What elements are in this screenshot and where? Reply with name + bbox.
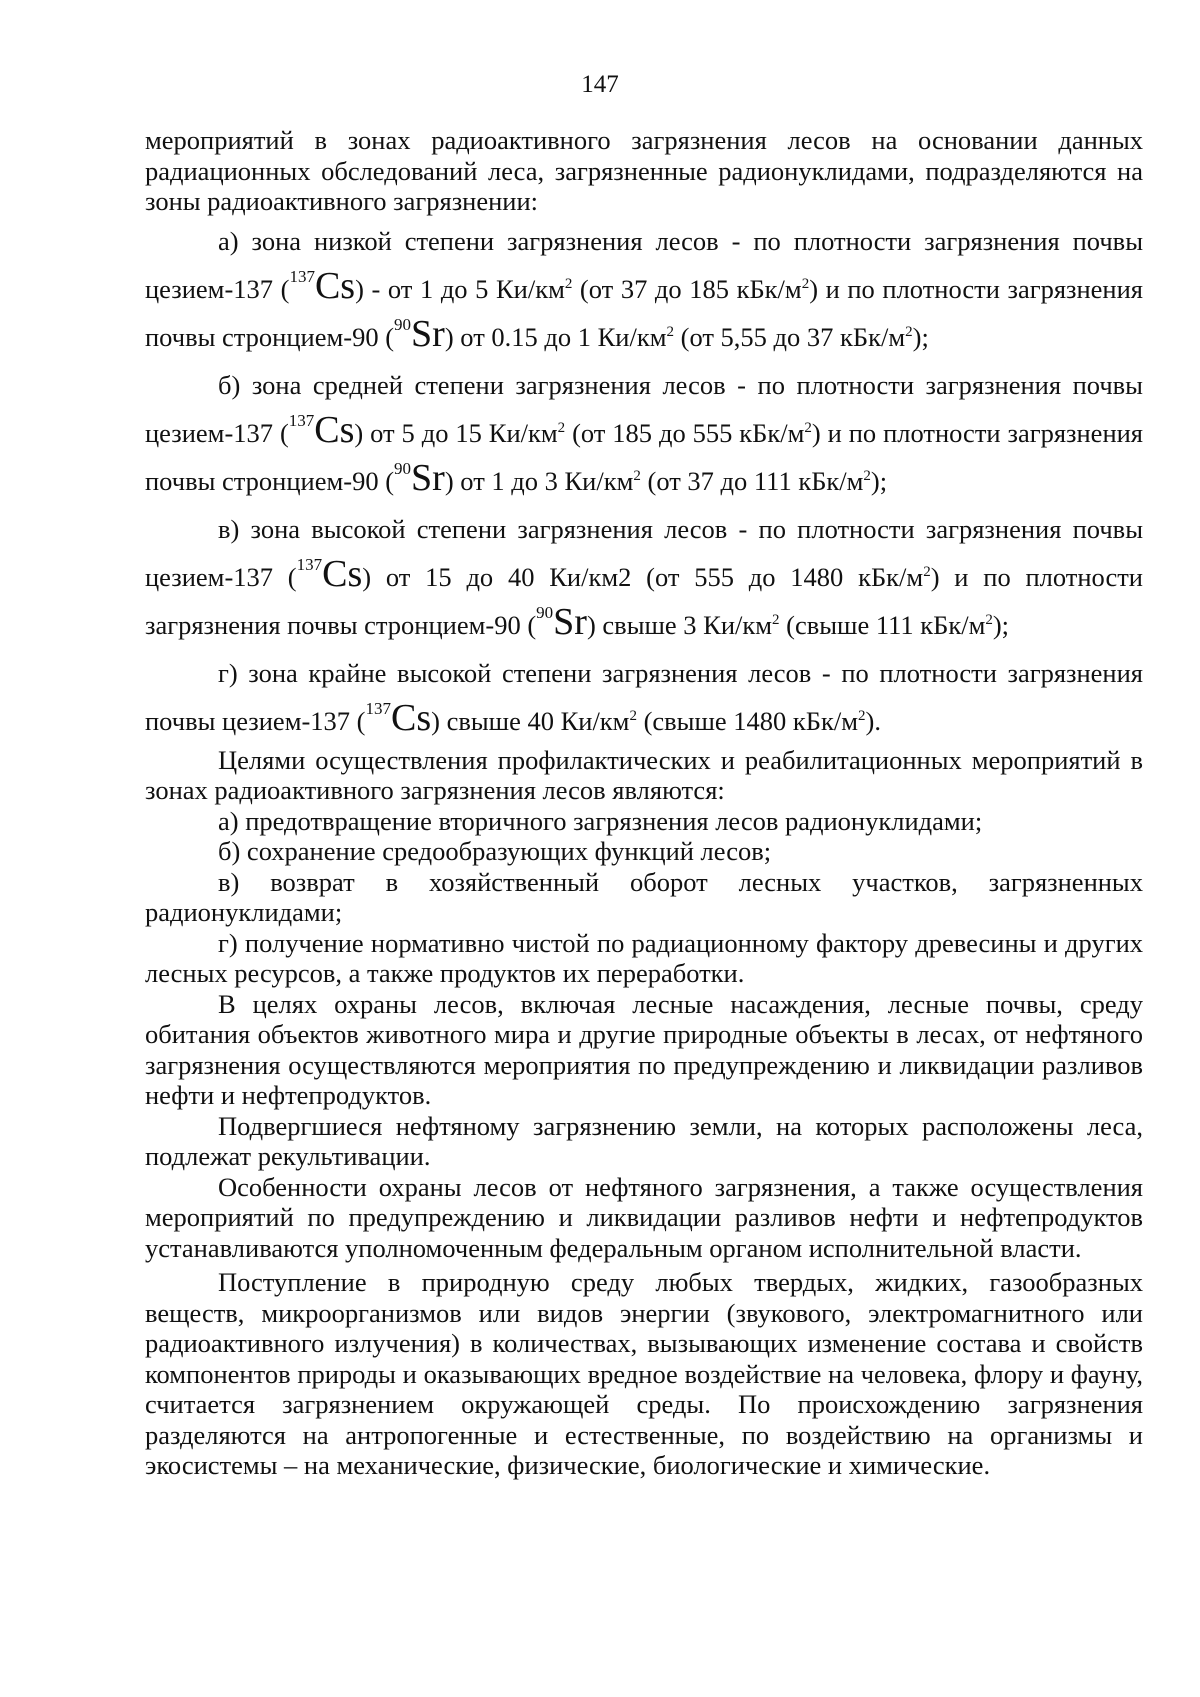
paragraph-oil-protection: В целях охраны лесов, включая лесные насаждения, лесные почвы, среду обитания объектов животного мира и другие природные объекты в лесах, от нефтяного загрязнения осуществляются мероприятия по предупреждению и ликвидации разливов нефти и нефтепродуктов. [145,988,1143,1110]
paragraph-continuation: мероприятий в зонах радиоактивного загрязнения лесов на основании данных радиационных обследований леса, загрязненные радионуклидами, подразделяются на зоны радиоактивного загрязнении: [145,125,1143,216]
paragraph-goal-a: а) предотвращение вторичного загрязнения лесов радионуклидами; [218,805,983,836]
isotope-symbol: Cs [314,264,356,307]
document-body [145,125,1143,1481]
isotope-mass: 137 [296,554,323,574]
paragraph-zone-extreme: г) зона крайне высокой степени загрязнения лесов - по плотности загрязнения почвы цезием-137 ($^{137}$Cs) свыше 40 $Ки/км^2$ (свыше 1480 кБк/$м^2$). [145,657,1143,739]
isotope-symbol: Sr [553,600,587,643]
paragraph-zone-high: в) зона высокой степени загрязнения лесов - по плотности загрязнения почвы цезием-137 ($^{137}$Cs) от 15 до 40 Ки/км2 (от 555 до 1480 кБк/$м^2$) и по плотности загрязнения почвы стронцием-90 ($^{90}$Sr) свыше 3 $Ки/км^2$ (свыше 111 кБк/$м^2$); [145,513,1143,643]
isotope-symbol: Cs [391,696,432,739]
paragraph-goal-b: б) сохранение средообразующих функций лесов; [218,836,772,866]
paragraph-goals: Целями осуществления профилактических и реабилитационных мероприятий в зонах радиоактивного загрязнения лесов являются: [145,744,1143,805]
isotope-mass: 137 [289,266,315,286]
paragraph-zone-medium: б) зона средней степени загрязнения лесов - по плотности загрязнения почвы цезием-137 ($^{137}$Cs) от 5 до 15 $Ки/км^2$ (от 185 до 555 кБк/$м^2$) и по плотности загрязнения почвы стронцием-90 ($^{90}$Sr) от 1 до 3 $Ки/км^2$ (от 37 до 111 кБк/$м^2$); [145,369,1144,499]
isotope-mass: 137 [288,410,315,430]
isotope-mass: 90 [536,602,554,622]
paragraph-oil-features: Особенности охраны лесов от нефтяного загрязнения, а также осуществления мероприятий по предупреждению и ликвидации разливов нефти и нефтепродуктов устанавливаются уполномоченным федеральным органом исполнительной власти. [145,1171,1143,1263]
isotope-mass: 90 [394,314,412,334]
paragraph-goal-c: в) возврат в хозяйственный оборот лесных участков, загрязненных радионуклидами; [145,866,1143,927]
page-number: 147 [581,71,619,98]
isotope-symbol: Sr [411,312,445,355]
isotope-mass: 137 [365,698,391,718]
paragraph-recultivation: Подвергшиеся нефтяному загрязнению земли, на которых расположены леса, подлежат рекультивации. [145,1110,1143,1171]
isotope-symbol: Cs [322,552,363,595]
isotope-symbol: Cs [314,408,355,451]
isotope-symbol: Sr [411,456,445,499]
paragraph-goal-d: г) получение нормативно чистой по радиационному фактору древесины и других лесных ресурсов, а также продуктов их переработки. [145,927,1143,988]
paragraph-pollution-definition: Поступление в природную среду любых твердых, жидких, газообразных веществ, микроорганизмов или видов энергии (звукового, электромагнитного или радиоактивного излучения) в количествах, вызывающих изменение состава и свойств компонентов природы и оказывающих вредное воздействие на человека, флору и фауну, считается загрязнением окружающей среды. По происхождению загрязнения разделяются на антропогенные и естественные, по воздействию на организмы и экосистемы – на механические, физические, биологические и химические. [145,1267,1143,1480]
paragraph-zone-low: а) зона низкой степени загрязнения лесов - по плотности загрязнения почвы цезием-137 ($^{137}$Cs) - от 1 до 5 $Ки/км^2$ (от 37 до 185 кБк/$м^2$) и по плотности загрязнения почвы стронцием-90 ($^{90}$Sr) от 0.15 до 1 $Ки/км^2$ (от 5,55 до 37 кБк/$м^2$); [145,225,1143,355]
isotope-mass: 90 [394,458,412,478]
